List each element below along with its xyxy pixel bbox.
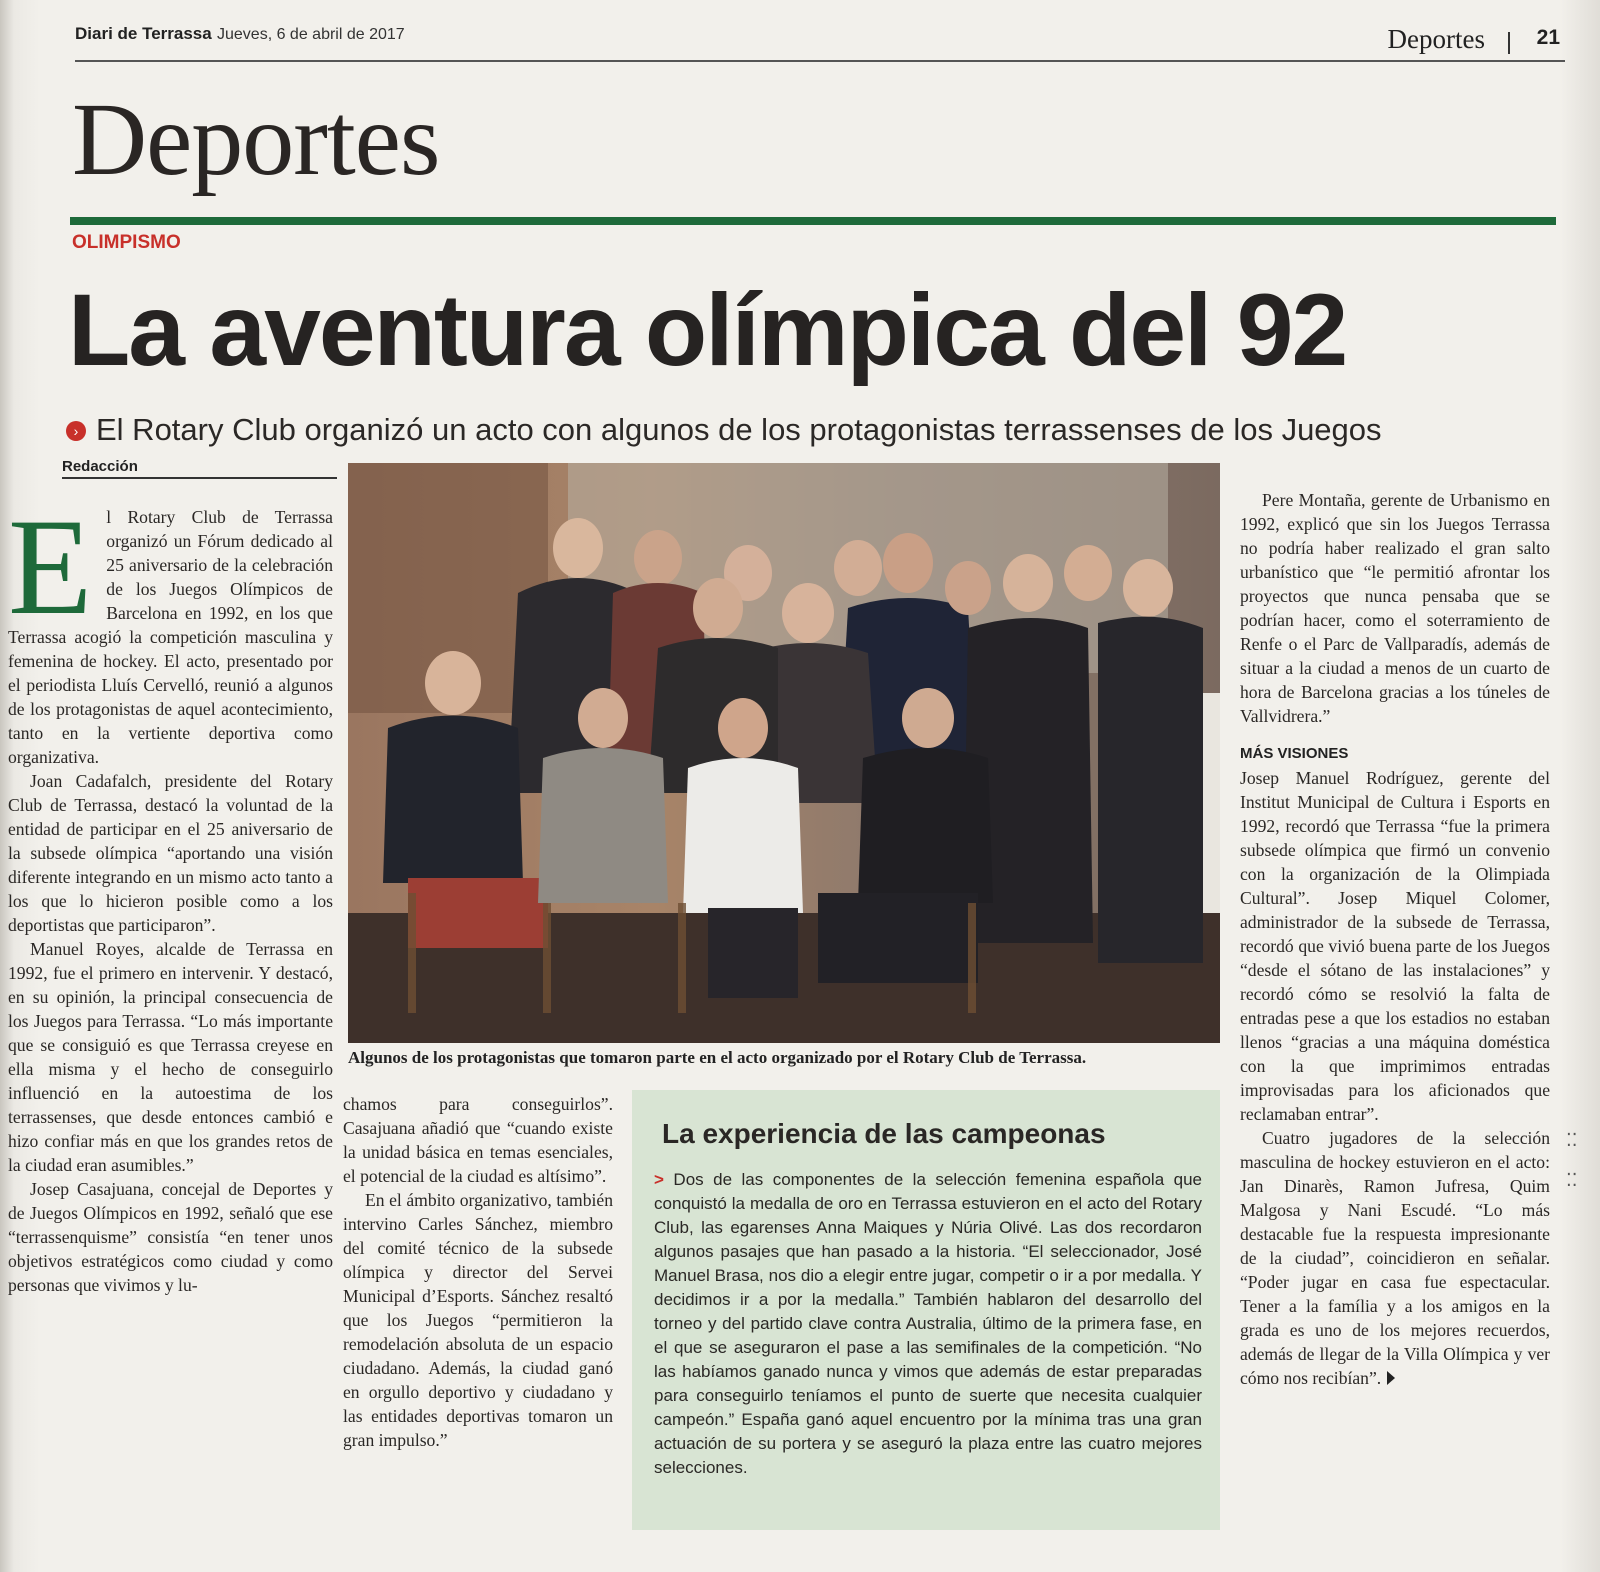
paragraph: Josep Casajuana, concejal de Deportes y de Juegos Olímpicos en 1992, señaló que ese “terrassenquisme” consistía “en tener unos objetivos estratégicos como ciudad y como personas que vivimos y lu- bbox=[8, 1179, 333, 1295]
kicker: OLIMPISMO bbox=[72, 232, 181, 253]
article-column-1 bbox=[8, 490, 333, 1297]
paragraph: En el ámbito organizativo, también intervino Carles Sánchez, miembro del comité técnico de la subsede olímpica y director del Servei Municipal d’Esports. Sánchez resaltó que los Juegos “permitieron la remodelación absoluta de un espacio ciudadano. Además, la ciudad ganó en orgullo deportivo y ciudadano y las entidades deportivas tomaron un gran impulso.” bbox=[343, 1190, 613, 1450]
folio-divider bbox=[1508, 32, 1510, 54]
article-column-3 bbox=[1240, 488, 1550, 1390]
byline: Redacción bbox=[62, 458, 337, 479]
section-title: Deportes bbox=[72, 82, 440, 197]
newspaper-name: Diari de Terrassa bbox=[75, 24, 212, 43]
sidebar-bullet-icon: > bbox=[654, 1170, 664, 1189]
paragraph: chamos para conseguirlos”. Casajuana añadió que “cuando existe la unidad básica en temas esenciales, el potencial de la ciudad es altísimo”. bbox=[343, 1094, 613, 1186]
photo-caption: Algunos de los protagonistas que tomaron parte en el acto organizado por el Rotary Club de Terrassa. bbox=[348, 1048, 1087, 1067]
sidebar-title: La experiencia de las campeonas bbox=[662, 1118, 1106, 1149]
paragraph: Manuel Royes, alcalde de Terrassa en 1992, fue el primero en intervenir. Y destacó, en su opinión, la principal consecuencia de los Juegos para Terrassa. “Lo más importante que se consiguió es que Terrassa creyese en ella misma y el hecho de conseguirlo influenció en la autoestima de los terrassenses, que desde entonces cambió e hizo confiar más en que los grandes retos de la ciudad eran asumibles.” bbox=[8, 939, 333, 1175]
folio-section: Deportes bbox=[1387, 24, 1485, 54]
margin-dots-icon: ⁚⁚ bbox=[1566, 1170, 1578, 1190]
paragraph: l Rotary Club de Terrassa organizó un Fórum dedicado al 25 aniversario de la celebración de los Juegos Olímpicos de Barcelona en 1992, en los que Terrassa acogió la competición masculina y femenina de hockey. El acto, presentado por el periodista Lluís Cervelló, reunió a algunos de los protagonistas de aquel acontecimiento, tanto en la vertiente deportiva como organizativa. bbox=[8, 507, 333, 767]
subheadline-text: El Rotary Club organizó un acto con algunos de los protagonistas terrassenses de los Juegos bbox=[96, 412, 1382, 447]
paragraph: Pere Montaña, gerente de Urbanismo en 1992, explicó que sin los Juegos Terrassa no podría haber realizado el gran salto urbanístico que “le permitió afrontar los proyectos que nunca pensaba que se podrían hacer, como el soterramiento de Renfe o el Parc de Vallparadís, además de situar a la ciudad a menos de un cuarto de hora de Barcelona gracias a los túneles de Vallvidrera.” bbox=[1240, 490, 1550, 726]
subheadline bbox=[66, 412, 1382, 448]
paragraph-text: Cuatro jugadores de la selección masculina de hockey estuvieron en el acto: Jan Dinarès, Ramon Jufresa, Quim Malgosa y Nani Escudé. “Lo más destacable fue la respuesta impresionante de la ciudad”, coincidieron en señalar. “Poder jugar en casa fue espectacular. Tener a la família y a los amigos en la grada es uno de los mejores recuerdos, además de llegar de la Villa Olímpica y ver cómo nos recibían”. bbox=[1240, 1128, 1550, 1388]
section-subtitle: MÁS VISIONES bbox=[1240, 745, 1349, 762]
bullet-arrow-icon: › bbox=[66, 421, 86, 441]
sidebar-box bbox=[632, 1090, 1220, 1530]
sidebar-body: Dos de las componentes de la selección femenina española que conquistó la medalla de oro en Terrassa estuvieron en el acto del Rotary Club, las egarenses Anna Maiques y Núria Olivé. Las dos recordaron algunos pasajes que han pasado a la historia. “El seleccionador, José Manuel Brasa, nos dio a elegir entre jugar, competir o ir a por medalla. Y decidimos ir a por la medalla.” También hablaron del desarrollo del torneo y del partido clave contra Australia, último de la primera fase, en el que se aseguraron el pase a las semifinales de la competición. “No las habíamos ganado nunca y vimos que además de estar preparadas para conseguirlo teníamos el punto de suerte que necesita cualquier campeón.” España ganó aquel encuentro por la mínima tras una gran actuación de su portera y se aseguró la plaza entre las cuatro mejores selecciones. bbox=[654, 1170, 1202, 1477]
issue-date: Jueves, 6 de abril de 2017 bbox=[217, 26, 405, 43]
section-rule bbox=[70, 217, 1556, 225]
end-of-article-icon bbox=[1387, 1371, 1395, 1385]
margin-dots-icon: ⁚⁚ bbox=[1566, 1130, 1578, 1150]
headline: La aventura olímpica del 92 bbox=[68, 273, 1347, 387]
sidebar-text bbox=[654, 1168, 1202, 1480]
paragraph bbox=[1240, 1126, 1550, 1390]
drop-cap: E bbox=[8, 490, 93, 643]
folio-header bbox=[75, 20, 1565, 60]
group-photo bbox=[348, 463, 1220, 1043]
paragraph: Joan Cadafalch, presidente del Rotary Club de Terrassa, destacó la voluntad de la entidad de participar en el 25 aniversario de la subsede olímpica “aportando una visión diferente integrando en un mismo acto tanto a los que lo hicieron posible como a los deportistas que participaron”. bbox=[8, 771, 333, 935]
article-column-2 bbox=[343, 1092, 613, 1452]
page-number: 21 bbox=[1536, 26, 1560, 49]
group-photo-illustration bbox=[348, 463, 1220, 1043]
paragraph: Josep Manuel Rodríguez, gerente del Institut Municipal de Cultura i Esports en 1992, recordó que Terrassa “fue la primera subsede olímpica que firmó un convenio con la organización de la Olimpiada Cultural”. Josep Miquel Colomer, administrador de la subsede de Terrassa, recordó que vivió buena parte de los Juegos “desde el sótano de las instalaciones” y recordó cómo se resolvió la falta de entradas pese a que los estadios no estaban llenos “gracias a una máquina doméstica con la que imprimimos entradas improvisadas para los aficionados que reclamaban entrar”. bbox=[1240, 768, 1550, 1124]
folio-rule bbox=[75, 60, 1565, 62]
